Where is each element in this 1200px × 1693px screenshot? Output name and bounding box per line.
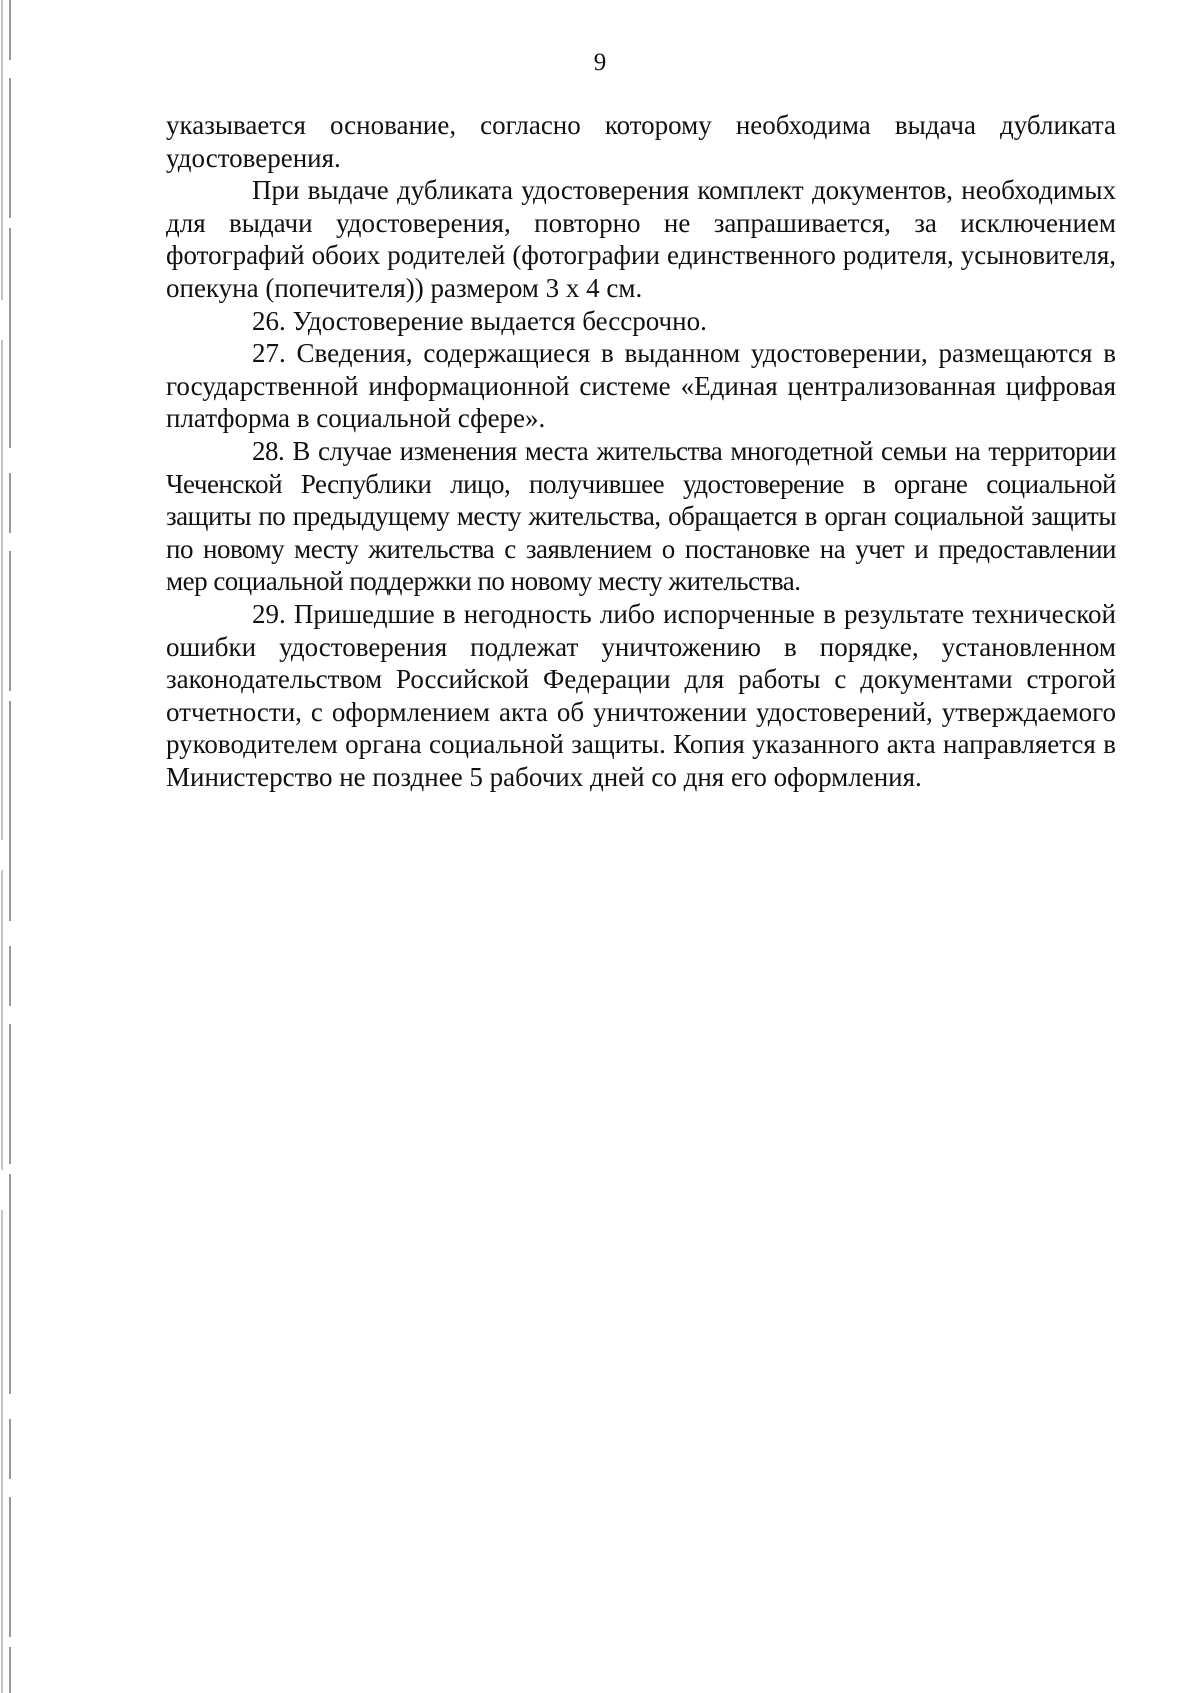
paragraph-29: 29. Пришедшие в негодность либо испорченные в результате технической ошибки удостоверения подлежат уничтожению в порядке, установленном законодательством Российской Федерации для работы с документами строгой отчетности, с оформлением акта об уничтожении удостоверений, утверждаемого руководителем органа социальной защиты. Копия указанного акта направляется в Министерство не позднее 5 рабочих дней со дня его оформления. [166, 598, 1116, 792]
document-body [166, 109, 1116, 793]
paragraph-duplicate-issuance: При выдаче дубликата удостоверения комплект документов, необходимых для выдачи удостоверения, повторно не запрашивается, за исключением фотографий обоих родителей (фотографии единственного родителя, усыновителя, опекуна (попечителя)) размером 3 х 4 см. [166, 175, 1116, 303]
paragraph-27: 27. Сведения, содержащиеся в выданном удостоверении, размещаются в государственной информационной системе «Единая централизованная цифровая платформа в социальной сфере». [166, 338, 1116, 434]
page-number: 9 [593, 49, 607, 76]
paragraph-28: 28. В случае изменения места жительства многодетной семьи на территории Чеченской Республики лицо, получившее удостоверение в органе социальной защиты по предыдущему месту жительства, обращается в орган социальной защиты по новому месту жительства с заявлением о постановке на учет и предоставлении мер социальной поддержки по новому месту жительства. [166, 435, 1116, 597]
paragraph-continuation: указывается основание, согласно которому необходима выдача дубликата удостоверения. [166, 110, 1116, 173]
paragraph-26: 26. Удостоверение выдается бессрочно. [252, 305, 707, 336]
